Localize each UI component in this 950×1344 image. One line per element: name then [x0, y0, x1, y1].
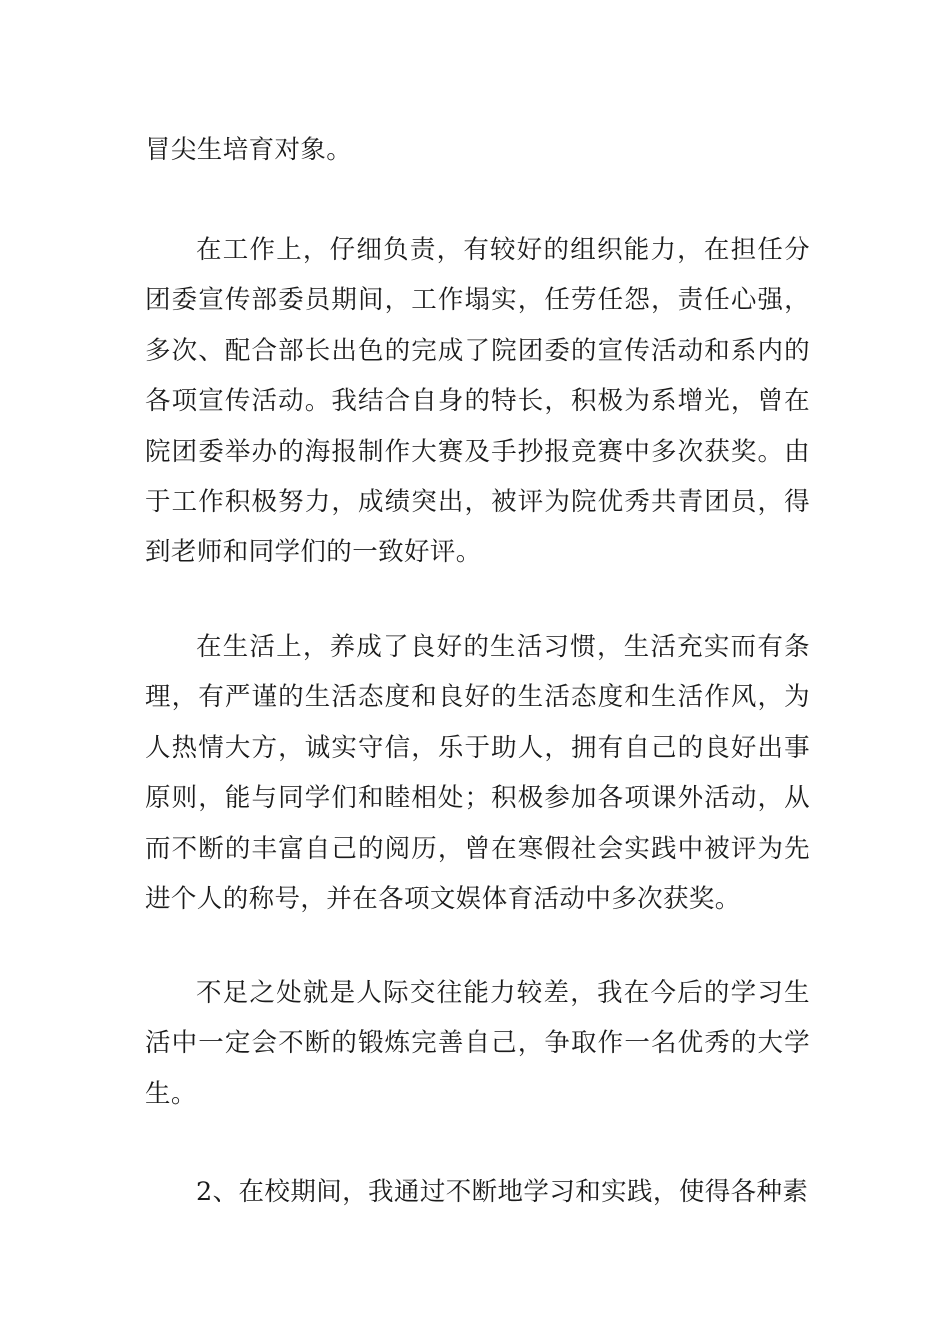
paragraph-continuation: 冒尖生培育对象。 [145, 135, 353, 165]
paragraph-life: 在生活上，养成了良好的生活习惯，生活充实而有条理，有严谨的生活态度和良好的生活态度和生活作风，为人热情大方，诚实守信，乐于助人，拥有自己的良好出事原则，能与同学们和睦相处；积极参加各项课外活动，从而不断的丰富自己的阅历，曾在寒假社会实践中被评为先进个人的称号，并在各项文娱体育活动中多次获奖。 [145, 632, 810, 915]
paragraph-work: 在工作上，仔细负责，有较好的组织能力，在担任分团委宣传部委员期间，工作塌实，任劳任怨，责任心强，多次、配合部长出色的完成了院团委的宣传活动和系内的各项宣传活动。我结合自身的特长，积极为系增光，曾在院团委举办的海报制作大赛及手抄报竞赛中多次获奖。由于工作积极努力，成绩突出，被评为院优秀共青团员，得到老师和同学们的一致好评。 [145, 235, 810, 568]
paragraph-item-2: 2、在校期间，我通过不断地学习和实践，使得各种素 [196, 1177, 809, 1207]
paragraph-shortcomings: 不足之处就是人际交往能力较差，我在今后的学习生活中一定会不断的锻炼完善自己，争取作一名优秀的大学生。 [145, 978, 810, 1109]
